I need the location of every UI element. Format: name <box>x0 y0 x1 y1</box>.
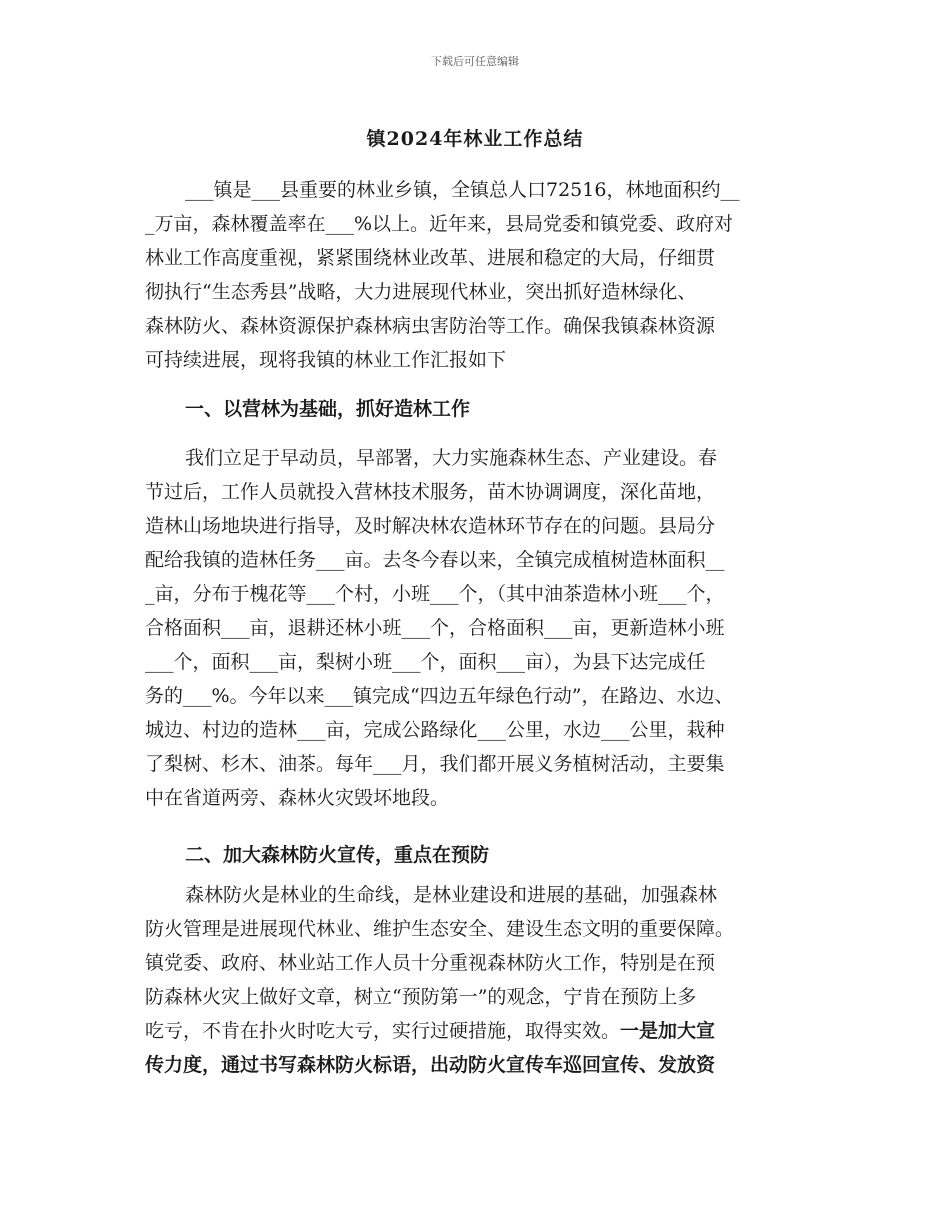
paragraph-line: 镇党委、政府、林业站工作人员十分重视森林防火工作，特别是在预 <box>145 952 716 974</box>
paragraph-line: ___镇是___县重要的林业乡镇，全镇总人口72516，林地面积约__ <box>185 179 740 201</box>
paragraph-line: 合格面积___亩，退耕还林小班___个，合格面积___亩，更新造林小班 <box>145 617 725 639</box>
section-heading: 一、以营林为基础，抓好造林工作 <box>185 398 471 420</box>
bold-paragraph-line: 传力度，通过书写森林防火标语，出动防火宣传车巡回宣传、发放资 <box>145 1054 716 1076</box>
paragraph-line: 防火管理是进展现代林业、维护生态安全、建设生态文明的重要保障。 <box>145 918 735 940</box>
paragraph-line: 可持续进展，现将我镇的林业工作汇报如下 <box>145 349 507 371</box>
paragraph-line: 我们立足于早动员，早部署，大力实施森林生态、产业建设。春 <box>185 447 718 469</box>
paragraph-line: 造林山场地块进行指导，及时解决林农造林环节存在的问题。县局分 <box>145 515 716 537</box>
paragraph-line: _亩，分布于槐花等___个村，小班___个，（其中油茶造林小班___个， <box>145 583 725 605</box>
paragraph-line: 节过后，工作人员就投入营林技术服务，苗木协调调度，深化苗地， <box>145 481 716 503</box>
paragraph-line: 林业工作高度重视，紧紧围绕林业改革、进展和稳定的大局，仔细贯 <box>145 247 716 269</box>
paragraph-line: 务的___%。今年以来___镇完成“四边五年绿色行动”，在路边、水边、 <box>145 685 734 707</box>
paragraph-line: 配给我镇的造林任务___亩。去冬今春以来，全镇完成植树造林面积__ <box>145 549 725 571</box>
paragraph-line: 彻执行“生态秀县”战略，大力进展现代林业，突出抓好造林绿化、 <box>145 281 697 303</box>
paragraph-line: 防森林火灾上做好文章，树立“预防第一”的观念，宁肯在预防上多 <box>145 986 697 1008</box>
paragraph-line: 了梨树、杉木、油茶。每年___月，我们都开展义务植树活动，主要集 <box>145 753 725 775</box>
bold-emphasis: 一是加大宣 <box>620 1020 716 1042</box>
section-heading: 二、加大森林防火宣传，重点在预防 <box>185 844 490 866</box>
paragraph-line: 中在省道两旁、森林火灾毁坏地段。 <box>145 787 450 809</box>
paragraph-line <box>145 1014 825 1048</box>
page-header: 下载后可任意编辑 <box>431 55 519 68</box>
paragraph-line: _万亩，森林覆盖率在___%以上。近年来，县局党委和镇党委、政府对 <box>145 213 734 235</box>
paragraph-text: 吃亏，不肯在扑火时吃大亏，实行过硬措施，取得实效。 <box>145 1020 621 1042</box>
document-title: 镇2024年林业工作总结 <box>366 128 584 150</box>
paragraph-line: 城边、村边的造林___亩，完成公路绿化___公里，水边___公里，栽种 <box>145 719 725 741</box>
paragraph-line: 森林防火、森林资源保护森林病虫害防治等工作。确保我镇森林资源 <box>145 315 716 337</box>
paragraph-line: ___个，面积___亩，梨树小班___个，面积___亩），为县下达完成任 <box>145 651 706 673</box>
paragraph-line: 森林防火是林业的生命线，是林业建设和进展的基础，加强森林 <box>185 884 718 906</box>
